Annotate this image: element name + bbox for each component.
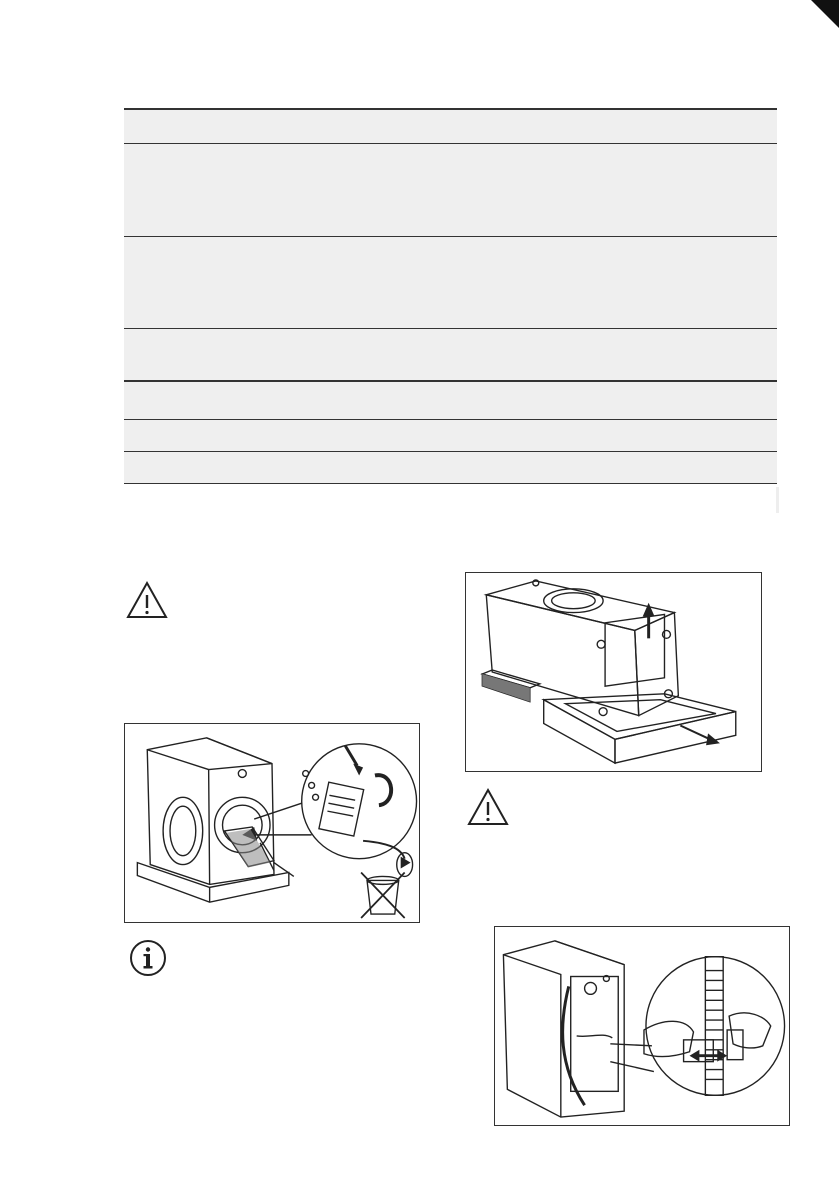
remove-base-illustration [465, 572, 762, 772]
warning-triangle-icon [125, 580, 169, 620]
warning-triangle-icon [466, 787, 510, 827]
unpacking-illustration [124, 723, 420, 923]
hose-clip-illustration [494, 926, 790, 1126]
table-row [124, 380, 777, 419]
page-corner-mark [811, 0, 839, 28]
table-row [124, 110, 777, 143]
table-row [124, 419, 777, 451]
margin-mark [776, 487, 779, 513]
table-row [124, 236, 777, 328]
table-row [124, 451, 777, 483]
table-row [124, 328, 777, 380]
info-circle-icon [128, 938, 168, 978]
specification-table [124, 108, 777, 484]
table-row [124, 143, 777, 236]
